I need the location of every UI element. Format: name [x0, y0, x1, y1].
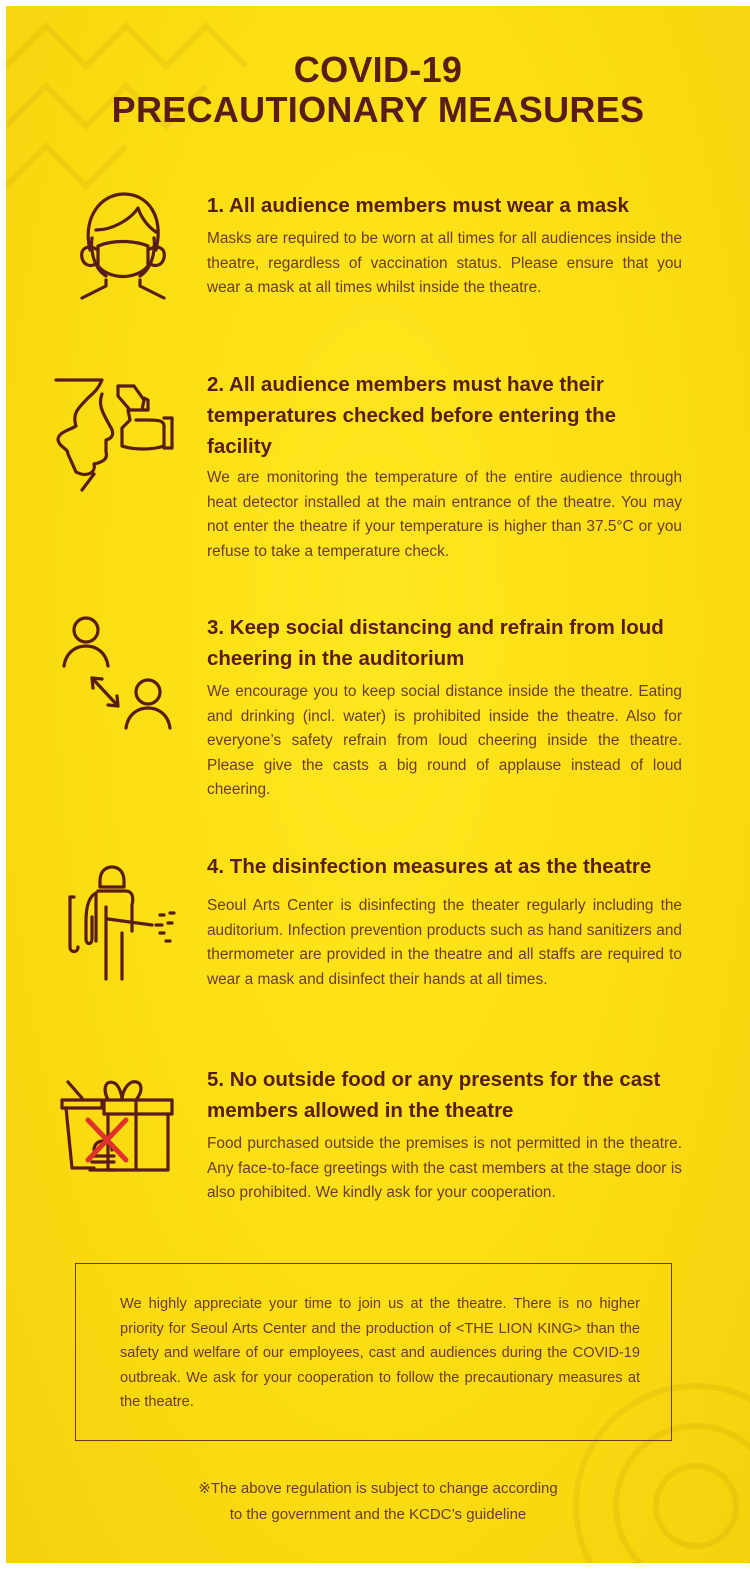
page-title — [6, 50, 750, 130]
measure-3-text — [207, 612, 682, 803]
measure-4-heading: 4. The disinfection measures at as the theatre — [207, 855, 652, 878]
title-line-1: COVID-19 — [293, 49, 463, 90]
mask-face-icon — [52, 186, 182, 316]
measure-2-body: We are monitoring the temperature of the entire audience through heat detector installed at the main entrance of the theatre. You may not enter the theatre if your temperature is higher than 37.5°C or you refuse to take a temperature check. — [207, 469, 682, 560]
notice-box — [75, 1263, 672, 1441]
notice-text: We highly appreciate your time to join us at the theatre. There is no higher priority for Seoul Arts Center and the production of <THE LION KING> than the safety and welfare of our employees, cast and audiences during the COVID-19 outbreak. We ask for your cooperation to follow the precautionary measures at the theatre. — [120, 1296, 640, 1410]
measure-3-body: We encourage you to keep social distance inside the theatre. Eating and drinking (incl. water) is prohibited inside the theatre. Also for everyone’s safety refrain from loud cheering inside the theatre. Please give the casts a big round of applause instead of loud cheering. — [207, 683, 682, 798]
measure-2-text — [207, 369, 682, 564]
measure-5-body: Food purchased outside the premises is not permitted in the theatre. Any face-to-face greetings with the cast members at the stage door is also prohibited. We kindly ask for your cooperation. — [207, 1135, 682, 1201]
temperature-check-icon — [52, 368, 182, 498]
social-distancing-icon — [52, 608, 182, 738]
footnote — [6, 1476, 750, 1528]
footnote-line-1: ※The above regulation is subject to change according — [198, 1480, 558, 1497]
footnote-line-2: to the government and the KCDC’s guideline — [229, 1506, 527, 1523]
measure-4-text — [207, 851, 682, 992]
measure-2-heading: 2. All audience members must have their temperatures checked before entering the facility — [207, 373, 616, 458]
measure-4-body: Seoul Arts Center is disinfecting the theater regularly including the auditorium. Infection prevention products such as hand sanitizers and thermometer are provided in the theatre and all staffs are required to wear a mask and disinfect their hands at all times. — [207, 897, 682, 988]
measure-3-heading: 3. Keep social distancing and refrain from loud cheering in the auditorium — [207, 616, 664, 670]
title-line-2: PRECAUTIONARY MEASURES — [111, 89, 645, 130]
measure-5-heading: 5. No outside food or any presents for the cast members allowed in the theatre — [207, 1068, 661, 1122]
no-food-gifts-icon — [52, 1064, 182, 1194]
measure-1-body: Masks are required to be worn at all times for all audiences inside the theatre, regardless of vaccination status. Please ensure that you wear a mask at all times whilst inside the theatre. — [207, 230, 682, 296]
measure-5-text — [207, 1064, 682, 1206]
poster — [6, 6, 750, 1563]
disinfection-spray-icon — [52, 857, 182, 987]
measure-1-text — [207, 190, 682, 301]
measure-1-heading: 1. All audience members must wear a mask — [207, 194, 629, 217]
